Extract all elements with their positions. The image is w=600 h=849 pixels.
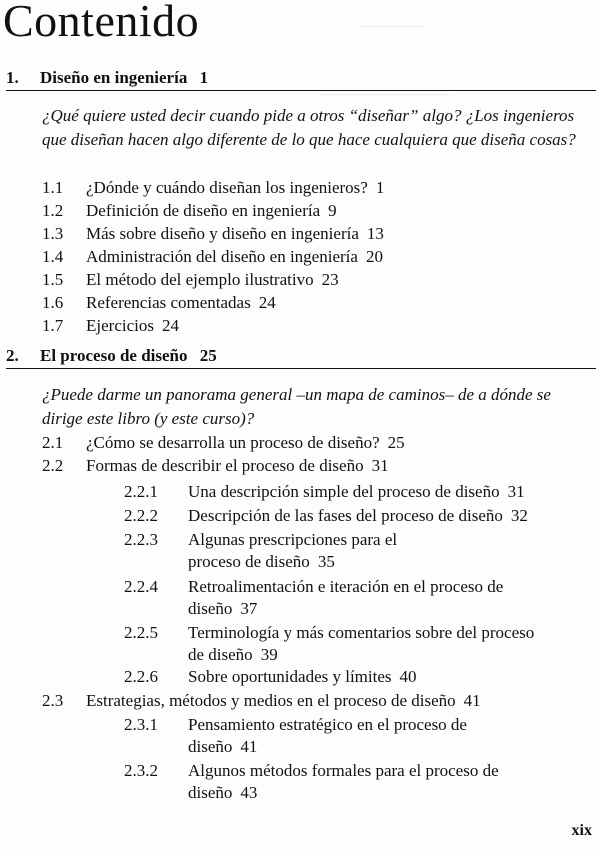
toc-subentry[interactable]: [124, 714, 594, 760]
chapter-page: 1: [199, 68, 209, 87]
subsection-title-cont: diseño: [188, 737, 233, 756]
subsection-number: 2.2.3: [124, 530, 158, 549]
subsection-title-cont: proceso de diseño: [188, 552, 310, 571]
section-page: 31: [371, 456, 389, 475]
subsection-page: 37: [240, 599, 258, 618]
subsection-title: Pensamiento estratégico en el proceso de: [188, 715, 467, 734]
section-title: Más sobre diseño y diseño en ingeniería: [86, 224, 359, 243]
section-page: 23: [321, 270, 339, 289]
chapter-heading: [6, 346, 596, 369]
toc-subentry[interactable]: [124, 529, 594, 575]
subsection-title-cont: de diseño: [188, 645, 253, 664]
chapter-number: 1.: [6, 68, 19, 87]
subsection-page: 41: [240, 737, 258, 756]
subsection-page: 39: [260, 645, 278, 664]
section-number: 2.2: [42, 456, 64, 475]
subsection-number: 2.2.1: [124, 482, 158, 501]
chapter-intro: ¿Qué quiere usted decir cuando pide a otros “diseñar” algo? ¿Los ingenieros que diseñan hacen algo diferente de lo que hace cualquiera que diseña cosas?: [42, 106, 576, 149]
subsection-title: Terminología y más comentarios sobre del proceso: [188, 623, 535, 642]
toc-subentry[interactable]: [124, 576, 594, 622]
section-page: 20: [365, 247, 383, 266]
page-title: Contenido: [3, 0, 200, 46]
section-title: ¿Cómo se desarrolla un proceso de diseño?: [86, 433, 380, 452]
section-title: Administración del diseño en ingeniería: [86, 247, 358, 266]
section-number: 1.6: [42, 293, 64, 312]
bleed-through: —————: [360, 18, 425, 33]
chapter-title-line: [40, 346, 217, 366]
subsection-page: 35: [317, 552, 335, 571]
subsection-number: 2.3.2: [124, 761, 158, 780]
subsection-title: Una descripción simple del proceso de diseño: [188, 482, 500, 501]
section-title: ¿Dónde y cuándo diseñan los ingenieros?: [86, 178, 368, 197]
subsection-page: 43: [240, 783, 258, 802]
subsection-page: 31: [507, 482, 525, 501]
subsection-page: 40: [399, 667, 417, 686]
section-page: 24: [258, 293, 276, 312]
subsection-title: Descripción de las fases del proceso de diseño: [188, 506, 503, 525]
section-page: 13: [366, 224, 384, 243]
section-title: Referencias comentadas: [86, 293, 251, 312]
subsection-title: Sobre oportunidades y límites: [188, 667, 392, 686]
section-number: 1.1: [42, 178, 64, 197]
page-number: xix: [571, 822, 592, 839]
section-page: 41: [463, 691, 481, 710]
toc-subentry[interactable]: [124, 622, 594, 668]
subsection-number: 2.2.5: [124, 623, 158, 642]
subsection-title: Retroalimentación e iteración en el proceso de: [188, 577, 504, 596]
section-number: 2.1: [42, 433, 64, 452]
chapter-title-line: [40, 68, 208, 88]
subsection-title: Algunos métodos formales para el proceso de: [188, 761, 499, 780]
subsection-number: 2.2.2: [124, 506, 158, 525]
section-title: El método del ejemplo ilustrativo: [86, 270, 314, 289]
chapter-title: El proceso de diseño: [40, 346, 188, 365]
subsection-number: 2.2.6: [124, 667, 158, 686]
section-title: Formas de describir el proceso de diseño: [86, 456, 364, 475]
section-title: Definición de diseño en ingeniería: [86, 201, 321, 220]
chapter-title: Diseño en ingeniería: [40, 68, 188, 87]
chapter-heading: [6, 68, 596, 91]
section-number: 1.7: [42, 316, 64, 335]
subsection-number: 2.2.4: [124, 577, 158, 596]
section-page: 24: [161, 316, 179, 335]
section-number: 1.5: [42, 270, 64, 289]
chapter-page: 25: [199, 346, 217, 365]
section-page: 1: [375, 178, 385, 197]
section-title: Ejercicios: [86, 316, 154, 335]
chapter-intro: ¿Puede darme un panorama general –un mapa de caminos– de a dónde se dirige este libro (y este curso)?: [42, 385, 551, 428]
toc-subentry[interactable]: [124, 760, 594, 806]
subsection-title-cont: diseño: [188, 783, 233, 802]
chapter-number: 2.: [6, 346, 19, 365]
section-page: 9: [328, 201, 337, 220]
subsection-title-cont: diseño: [188, 599, 233, 618]
subsection-title: Algunas prescripciones para el: [188, 530, 398, 549]
section-number: 2.3: [42, 691, 64, 710]
subsection-page: 32: [510, 506, 528, 525]
section-title: Estrategias, métodos y medios en el proceso de diseño: [86, 691, 456, 710]
section-number: 1.4: [42, 247, 64, 266]
section-number: 1.2: [42, 201, 64, 220]
subsection-number: 2.3.1: [124, 715, 158, 734]
bleed-through: ——————————: [320, 86, 450, 101]
section-number: 1.3: [42, 224, 64, 243]
section-page: 25: [387, 433, 405, 452]
